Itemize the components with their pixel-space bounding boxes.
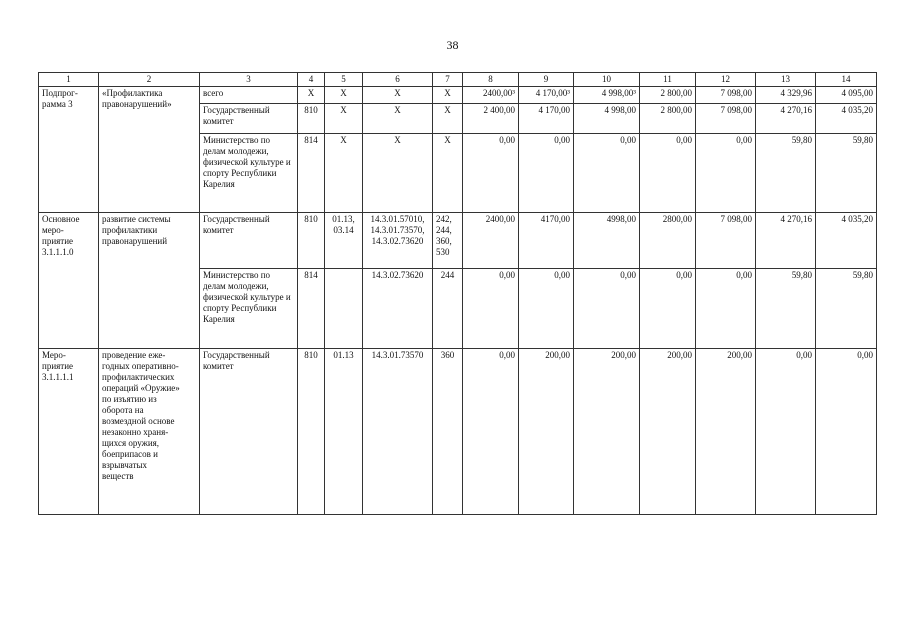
grbs-cell: Х (298, 87, 325, 104)
grbs-cell: 810 (298, 349, 325, 515)
column-header: 4 (298, 73, 325, 87)
value-cell: 0,00 (640, 134, 696, 213)
target-article-cell: Х (363, 104, 433, 134)
value-cell: 4170,00 (519, 213, 574, 269)
expense-type-cell: Х (433, 104, 463, 134)
grbs-cell: 810 (298, 213, 325, 269)
column-header: 6 (363, 73, 433, 87)
column-header: 7 (433, 73, 463, 87)
value-cell: 0,00 (696, 134, 756, 213)
value-cell: 200,00 (519, 349, 574, 515)
table-row (39, 213, 877, 269)
expense-type-cell: 242, 244, 360, 530 (433, 213, 463, 269)
column-header: 14 (816, 73, 877, 87)
column-header: 11 (640, 73, 696, 87)
expense-type-cell: Х (433, 87, 463, 104)
column-header: 2 (99, 73, 200, 87)
value-cell: 2400,00³ (463, 87, 519, 104)
column-header: 1 (39, 73, 99, 87)
activity-code: Основное меро- приятие 3.1.1.1.0 (39, 213, 99, 349)
page-number: 38 (446, 38, 459, 52)
section-cell (325, 269, 363, 349)
grbs-cell: 810 (298, 104, 325, 134)
expense-type-cell: 360 (433, 349, 463, 515)
value-cell: 2800,00 (640, 213, 696, 269)
value-cell: 200,00 (640, 349, 696, 515)
header-row (39, 73, 877, 87)
column-header: 13 (756, 73, 816, 87)
executor-cell: Министерство по делам молодежи, физической культуре и спорту Республики Карелия (200, 134, 298, 213)
column-header: 8 (463, 73, 519, 87)
value-cell: 4 998,00³ (574, 87, 640, 104)
column-header: 12 (696, 73, 756, 87)
value-cell: 4 170,00 (519, 104, 574, 134)
executor-cell: всего (200, 87, 298, 104)
value-cell: 2 800,00 (640, 87, 696, 104)
value-cell: 200,00 (696, 349, 756, 515)
value-cell: 0,00 (640, 269, 696, 349)
program-title: «Профилактика правонарушений» (99, 87, 200, 213)
value-cell: 4 035,20 (816, 213, 877, 269)
value-cell: 0,00 (463, 134, 519, 213)
value-cell: 4 998,00 (574, 104, 640, 134)
value-cell: 2 400,00 (463, 104, 519, 134)
section-cell: 01.13 (325, 349, 363, 515)
value-cell: 200,00 (574, 349, 640, 515)
value-cell: 2 800,00 (640, 104, 696, 134)
value-cell: 59,80 (756, 134, 816, 213)
target-article-cell: 14.3.01.73570 (363, 349, 433, 515)
expense-type-cell: 244 (433, 269, 463, 349)
value-cell: 4 095,00 (816, 87, 877, 104)
value-cell: 4998,00 (574, 213, 640, 269)
executor-cell: Министерство по делам молодежи, физической культуре и спорту Республики Карелия (200, 269, 298, 349)
value-cell: 4 329,96 (756, 87, 816, 104)
section-cell: 01.13, 03.14 (325, 213, 363, 269)
value-cell: 4 270,16 (756, 213, 816, 269)
grbs-cell: 814 (298, 269, 325, 349)
section-cell: Х (325, 87, 363, 104)
activity-title: проведение еже- годных оперативно- профилактических операций «Оружие» по изъятию из оборота на возмездной основе незаконно храня- щихся оружия, боеприпасов и взрывчатых веществ (99, 349, 200, 515)
value-cell: 0,00 (696, 269, 756, 349)
value-cell: 7 098,00 (696, 104, 756, 134)
target-article-cell: Х (363, 134, 433, 213)
column-header: 3 (200, 73, 298, 87)
value-cell: 0,00 (519, 134, 574, 213)
column-header: 5 (325, 73, 363, 87)
value-cell: 2400,00 (463, 213, 519, 269)
table-row (39, 87, 877, 104)
value-cell: 0,00 (756, 349, 816, 515)
value-cell: 0,00 (574, 134, 640, 213)
value-cell: 0,00 (463, 349, 519, 515)
executor-cell: Государственный комитет (200, 213, 298, 269)
column-header: 9 (519, 73, 574, 87)
program-code: Подпрог- рамма 3 (39, 87, 99, 213)
value-cell: 59,80 (816, 269, 877, 349)
value-cell: 59,80 (756, 269, 816, 349)
value-cell: 4 035,20 (816, 104, 877, 134)
table-row (39, 349, 877, 515)
activity-title: развитие системы профилактики правонарушений (99, 213, 200, 349)
value-cell: 59,80 (816, 134, 877, 213)
activity-code: Меро- приятие 3.1.1.1.1 (39, 349, 99, 515)
target-article-cell: 14.3.01.57010, 14.3.01.73570, 14.3.02.73620 (363, 213, 433, 269)
value-cell: 4 270,16 (756, 104, 816, 134)
value-cell: 0,00 (816, 349, 877, 515)
value-cell: 4 170,00³ (519, 87, 574, 104)
value-cell: 0,00 (463, 269, 519, 349)
expense-type-cell: Х (433, 134, 463, 213)
section-cell: Х (325, 104, 363, 134)
executor-cell: Государственный комитет (200, 104, 298, 134)
value-cell: 7 098,00 (696, 213, 756, 269)
target-article-cell: Х (363, 87, 433, 104)
grbs-cell: 814 (298, 134, 325, 213)
section-cell: Х (325, 134, 363, 213)
target-article-cell: 14.3.02.73620 (363, 269, 433, 349)
budget-table (38, 72, 877, 515)
value-cell: 0,00 (519, 269, 574, 349)
executor-cell: Государственный комитет (200, 349, 298, 515)
value-cell: 0,00 (574, 269, 640, 349)
column-header: 10 (574, 73, 640, 87)
value-cell: 7 098,00 (696, 87, 756, 104)
